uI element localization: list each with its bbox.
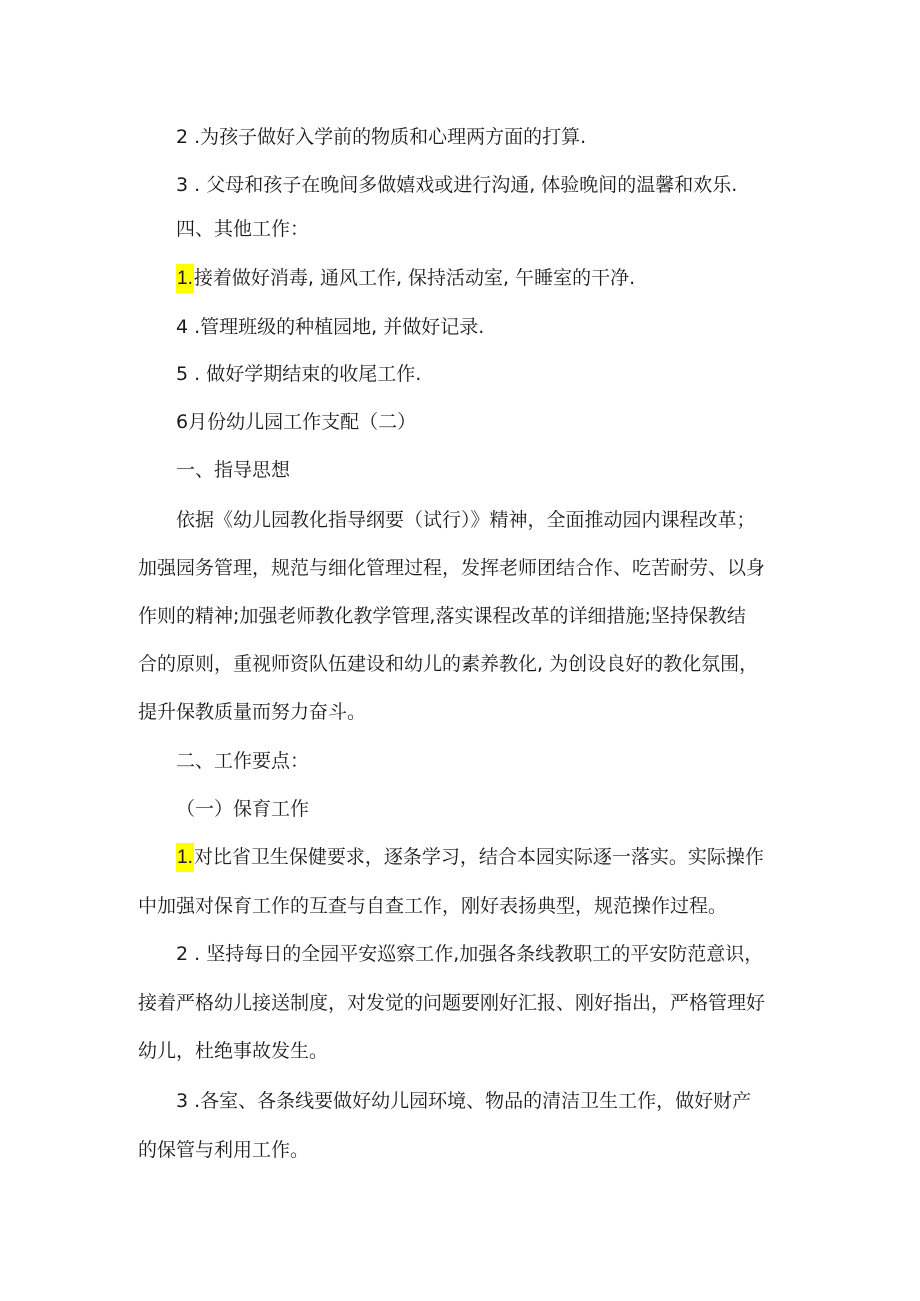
document-subtitle (176, 410, 416, 434)
section-heading-guiding (176, 458, 290, 482)
list-item-5 (176, 362, 421, 386)
text-line: 3 . 父母和孩子在晚间多做嬉戏或进行沟通, 体验晚间的温馨和欢乐. (176, 174, 738, 196)
subsection-heading-care (176, 797, 309, 821)
text-line: 幼儿，杜绝事故发生。 (138, 1040, 329, 1062)
list-item-2-safety (176, 942, 763, 966)
text-line: 提升保教质量而努力奋斗。 (138, 701, 367, 723)
paragraph-line (176, 508, 756, 532)
text-line: 四、其他工作： (176, 218, 310, 240)
paragraph-line (138, 700, 366, 724)
list-item-4 (176, 315, 484, 339)
text-line: 4 .管理班级的种植园地, 并做好记录. (176, 316, 485, 338)
paragraph-line (138, 1039, 328, 1063)
section-heading-key-points (176, 749, 309, 773)
paragraph-line (138, 991, 765, 1015)
paragraph-line (138, 894, 727, 918)
paragraph-line (138, 1138, 309, 1162)
list-item-3-cleaning (176, 1089, 751, 1113)
paragraph-line (138, 652, 758, 676)
text-line: 接着严格幼儿接送制度，对发觉的问题要刚好汇报、刚好指出，严格管理好 (138, 992, 766, 1014)
text-line: 合的原则，重视师资队伍建设和幼儿的素养教化, 为创设良好的教化氛围， (138, 653, 759, 675)
text-line: 5 . 做好学期结束的收尾工作. (176, 363, 422, 385)
list-item-1-health (176, 845, 764, 870)
section-heading-other-work (176, 217, 309, 241)
text-line: 依据《幼儿园教化指导纲要（试行）》精神，全面推动园内课程改革； (176, 509, 756, 531)
text-line: 对比省卫生保健要求，逐条学习，结合本园实际逐一落实。实际操作 (193, 846, 764, 868)
text-line: 一、指导思想 (176, 459, 291, 481)
text-line: 3 .各室、各条线要做好幼儿园环境、物品的清洁卫生工作，做好财产 (176, 1090, 752, 1112)
text-line: 6月份幼儿园工作支配（二） (176, 411, 417, 433)
text-line: 2 . 坚持每日的全园平安巡察工作,加强各条线教职工的平安防范意识， (176, 943, 764, 965)
list-item-3 (176, 173, 737, 197)
text-line: 中加强对保育工作的互查与自查工作，刚好表扬典型，规范操作过程。 (138, 895, 728, 917)
text-line: 作则的精神;加强老师教化教学管理,落实课程改革的详细措施;坚持保教结 (138, 605, 746, 627)
highlighted-number: 1. (176, 843, 194, 872)
text-line: 接着做好消毒, 通风工作, 保持活动室, 午睡室的干净. (193, 267, 636, 289)
highlighted-number: 1. (176, 264, 194, 293)
list-item-1-disinfection (176, 266, 635, 291)
text-line: 2 .为孩子做好入学前的物质和心理两方面的打算. (176, 126, 587, 148)
text-line: 加强园务管理，规范与细化管理过程，发挥老师团结合作、吃苦耐劳、以身 (138, 557, 766, 579)
text-line: （一）保育工作 (176, 798, 310, 820)
list-item-2 (176, 125, 586, 149)
text-line: 二、工作要点： (176, 750, 310, 772)
paragraph-line (138, 604, 746, 628)
paragraph-line (138, 556, 765, 580)
text-line: 的保管与利用工作。 (138, 1139, 310, 1161)
